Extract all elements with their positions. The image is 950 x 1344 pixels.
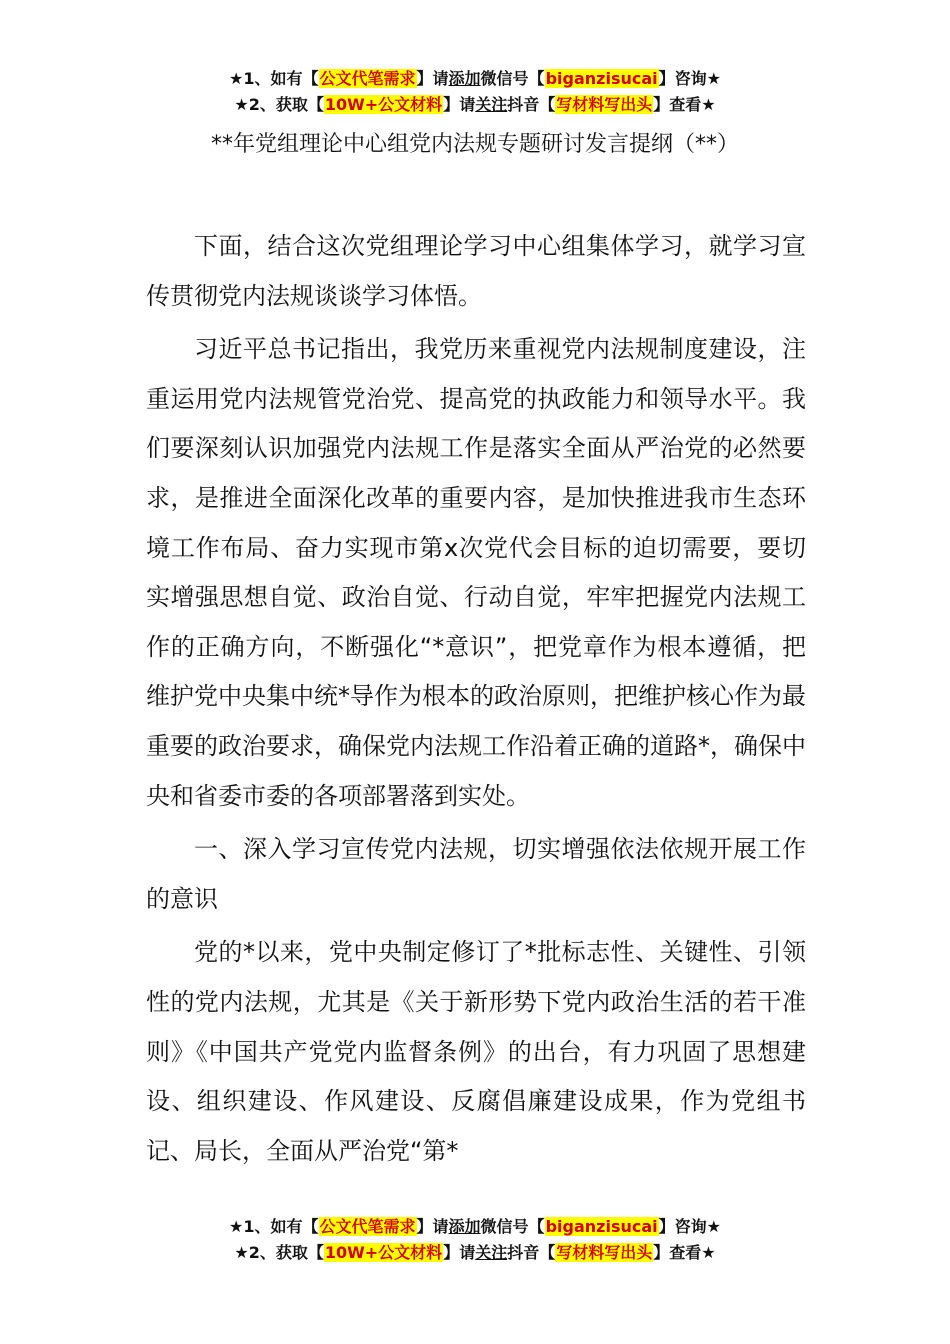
header-banner (0, 66, 950, 118)
banner-line-1 (0, 66, 950, 92)
banner-text: 微信号【 (480, 69, 545, 88)
document-body (146, 222, 806, 1180)
banner-text: 】请 (416, 1217, 449, 1236)
document-title: **年党组理论中心组党内法规专题研讨发言提纲（**） (210, 132, 739, 157)
banner-text: 】请 (443, 1243, 476, 1262)
banner-text: 抖音【 (507, 1243, 556, 1262)
banner-text: 】请 (443, 95, 476, 114)
banner-highlight: biganzisucai (545, 69, 658, 88)
banner-text: 】查看★ (653, 1243, 716, 1262)
paragraph-main: 习近平总书记指出，我党历来重视党内法规制度建设，注重运用党内法规管党治党、提高党的执政能力和领导水平。我们要深刻认识加强党内法规工作是落实全面从严治党的必然要求，是推进全面深化改革的重要内容，是加快推进我市生态环境工作布局、奋力实现市第x次党代会目标的迫切需要，要切实增强思想自觉、政治自觉、行动自觉，牢牢把握党内法规工作的正确方向，不断强化“*意识”，把党章作为根本遵循，把维护党中央集中统*导作为根本的政治原则，把维护核心作为最重要的政治要求，确保党内法规工作沿着正确的道路*，确保中央和省委市委的各项部署落到实处。 (146, 335, 806, 810)
banner-text: ★2、获取【 (234, 1243, 324, 1262)
banner-line-2 (0, 1240, 950, 1266)
banner-text: ★1、如有【 (229, 1217, 319, 1236)
banner-underlined-text: 关注 (475, 1243, 508, 1262)
banner-underlined-text: 添加 (448, 69, 481, 88)
paragraph-section-1: 党的*以来，党中央制定修订了*批标志性、关键性、引领性的党内法规，尤其是《关于新形势下党内政治生活的若干准则》《中国共产党党内监督条例》的出台，有力巩固了思想建设、组织建设、作风建设、反腐倡廉建设成果，作为党组书记、局长，全面从严治党“第* (146, 938, 806, 1165)
banner-line-2 (0, 92, 950, 118)
banner-highlight: 10W+公文材料 (324, 1243, 443, 1262)
banner-highlight: 公文代笔需求 (319, 1217, 416, 1236)
banner-text: 抖音【 (507, 95, 556, 114)
section-heading: 一、深入学习宣传党内法规，切实增强依法依规开展工作的意识 (146, 835, 806, 913)
banner-line-1 (0, 1214, 950, 1240)
banner-text: ★2、获取【 (234, 95, 324, 114)
banner-highlight: 10W+公文材料 (324, 95, 443, 114)
paragraph-intro: 下面，结合这次党组理论学习中心组集体学习，就学习宣传贯彻党内法规谈谈学习体悟。 (146, 232, 806, 310)
banner-highlight: 写材料写出头 (556, 1243, 653, 1262)
banner-underlined-text: 添加 (448, 1217, 481, 1236)
banner-underlined-text: 关注 (475, 95, 508, 114)
footer-banner (0, 1214, 950, 1266)
banner-highlight: biganzisucai (545, 1217, 658, 1236)
banner-highlight: 写材料写出头 (556, 95, 653, 114)
banner-text: 】咨询★ (658, 1217, 721, 1236)
banner-text: 】查看★ (653, 95, 716, 114)
banner-text: 微信号【 (480, 1217, 545, 1236)
banner-text: 】咨询★ (658, 69, 721, 88)
banner-highlight: 公文代笔需求 (319, 69, 416, 88)
banner-text: ★1、如有【 (229, 69, 319, 88)
banner-text: 】请 (416, 69, 449, 88)
